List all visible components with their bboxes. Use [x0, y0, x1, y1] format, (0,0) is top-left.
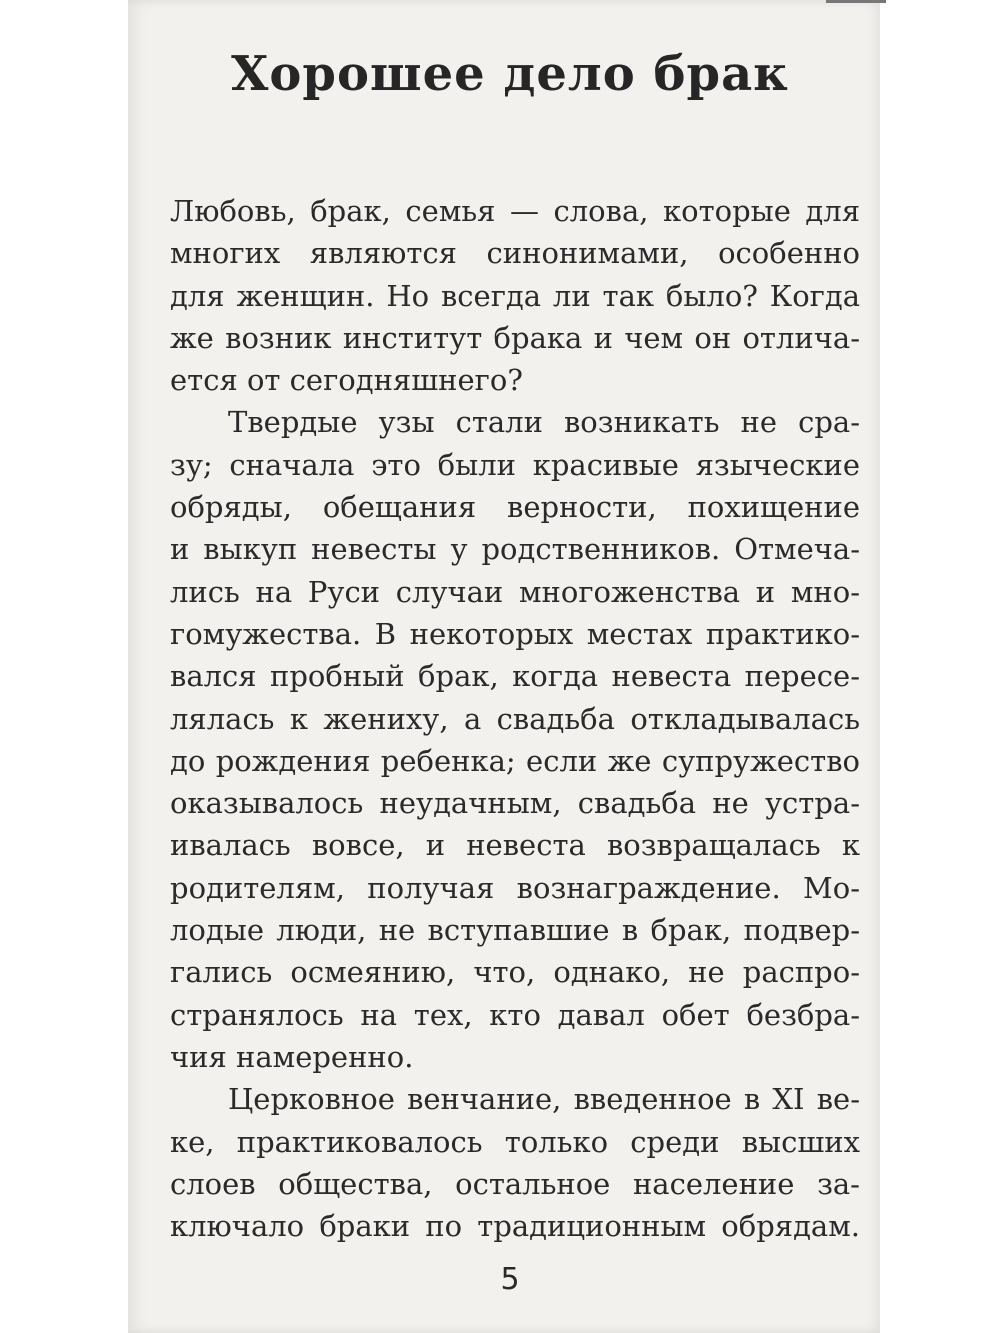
- text-line: ется от сегодняшнего?: [170, 363, 523, 398]
- text-line: гомужества. В некоторых местах практико-: [170, 616, 860, 651]
- text-line: лялась к жениху, а свадьба откладывалась: [170, 701, 860, 736]
- text-line: Церковное венчание, введенное в XI ве-: [228, 1082, 860, 1117]
- text-line: гались осмеянию, что, однако, не распро-: [170, 955, 860, 990]
- text-line: же возник институт брака и чем он отлича-: [170, 320, 860, 355]
- page-number: 5: [500, 1262, 520, 1297]
- text-line: Твердые узы стали возникать не сра-: [228, 405, 860, 440]
- text-line: ивалась вовсе, и невеста возвращалась к: [170, 828, 860, 863]
- chapter-title: Хорошее дело брак: [231, 46, 789, 102]
- text-line: и выкуп невесты у родственников. Отмеча-: [170, 532, 860, 567]
- text-line: до рождения ребенка; если же супружество: [170, 743, 860, 778]
- text-line: лодые люди, не вступавшие в брак, подвер-: [170, 913, 860, 948]
- text-line: обряды, обещания верности, похищение: [170, 490, 860, 525]
- text-line: для женщин. Но всегда ли так было? Когда: [170, 278, 860, 313]
- paragraph-2: [170, 401, 860, 1078]
- text-line: Любовь, брак, семья — слова, которые для: [170, 194, 860, 228]
- text-line: многих являются синонимами, особенно: [170, 236, 860, 271]
- text-line: вался пробный брак, когда невеста пересе-: [170, 659, 860, 694]
- paragraph-1: [170, 190, 860, 401]
- text-line: чия намеренно.: [170, 1039, 414, 1074]
- paragraph-3: [170, 1078, 860, 1247]
- text-line: родителям, получая вознаграждение. Мо-: [170, 870, 860, 905]
- text-line: ключало браки по традиционным обрядам.: [170, 1209, 860, 1244]
- text-line: ке, практиковалось только среди высших: [170, 1124, 860, 1159]
- body-text: [170, 190, 860, 1247]
- text-line: лись на Руси случаи многоженства и мно-: [170, 574, 860, 609]
- text-line: слоев общества, остальное население за-: [170, 1166, 860, 1201]
- text-line: странялось на тех, кто давал обет безбра-: [170, 997, 860, 1032]
- text-line: зу; сначала это были красивые языческие: [170, 447, 860, 482]
- text-line: оказывалось неудачным, свадьба не устра-: [170, 786, 860, 821]
- top-edge-rule: [826, 0, 886, 3]
